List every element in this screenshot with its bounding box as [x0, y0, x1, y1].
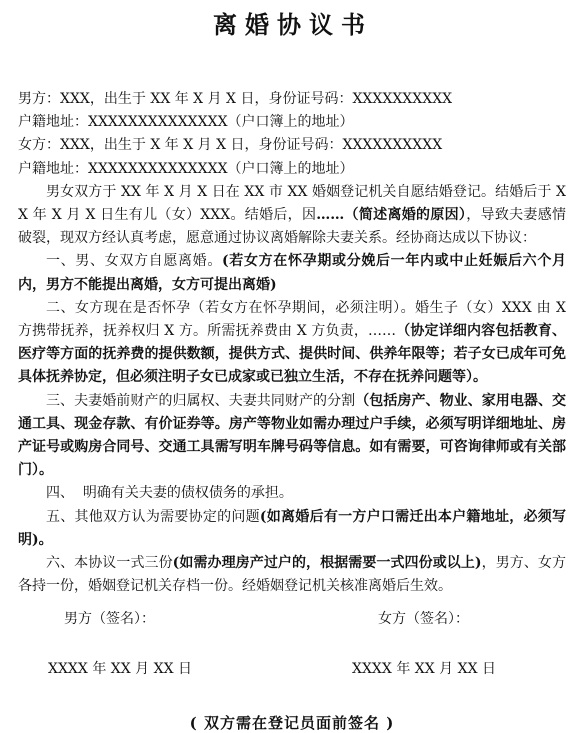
clause-3-text: 三、夫妻婚前财产的归属权、夫妻共同财产的分割: [46, 392, 356, 409]
clause-3: [18, 390, 566, 483]
clause-5-note: (如离婚后有一方户口需迁出本户籍地址，必须写明)。: [18, 508, 566, 548]
male-signature-date: XXXX 年 XX 月 XX 日: [48, 661, 192, 678]
intro-divorce-reason: ……（简述离婚的原因）: [316, 207, 467, 224]
clause-3-note: （包括房产、物业、家用电器、交通工具、现金存款、有价证券等。房产等物业如需办理过户手续，必须写明详细地址、房产证号或购房合同号、交通工具需写明车牌号码等信息。如有需要，可咨询律师或有关部门）。: [18, 392, 567, 479]
clause-1: [18, 250, 566, 296]
intro-text-a: 男女双方于 XX 年 X 月 X 日在 XX 市 XX 婚姻登记机关自愿结婚登记。结婚后于 XX 年 X 月 X 日生有儿（女）XXX。结婚后，因: [18, 183, 566, 224]
document-body: [18, 88, 566, 598]
signature-row: [18, 608, 566, 630]
clause-6-text: 六、本协议一式三份: [46, 555, 173, 572]
clause-6-text-after: ，男方、女方各持一份，婚姻登记机关存档一份。经婚姻登记机关核准离婚后生效。: [18, 555, 567, 595]
clause-6-note: (如需办理房产过户的，根据需要一式四份或以上): [172, 555, 482, 572]
male-signature-label: 男方（签名）：: [64, 611, 155, 628]
female-hukou-line: 户籍地址：XXXXXXXXXXXXXX（户口簿上的地址）: [18, 160, 354, 177]
document-title: 离婚协议书: [213, 10, 373, 39]
clause-2: [18, 297, 566, 390]
clause-2-note: （协定详细内容包括教育、医疗等方面的抚养费的提供数额，提供方式、提供时间、供养年限等；若子女已成年可免具体抚养协定，但必须注明子女已成家或已独立生活，不存在抚养问题等）。: [18, 323, 567, 386]
intro-text-b: ，导致夫妻感情破裂，现双方经认真考虑，愿意通过协议离婚解除夫妻关系。经协商达成以下协议：: [18, 207, 567, 247]
clause-6: [18, 552, 566, 598]
female-info-line: 女方：XXX，出生于 X 年 X 月 X 日，身份证号码：XXXXXXXXXX: [18, 137, 443, 154]
clause-5-text: 五、其他双方认为需要协定的问题: [46, 508, 260, 525]
female-signature-label: 女方（签名）：: [378, 611, 469, 628]
clause-1-note: (若女方在怀孕期或分娩后一年内或中止妊娠后六个月内，男方不能提出离婚，女方可提出离婚): [18, 253, 566, 293]
female-signature-date: XXXX 年 XX 月 XX 日: [352, 661, 496, 678]
signature-date-row: [18, 658, 566, 680]
intro-paragraph: [18, 181, 566, 251]
male-hukou-line: 户籍地址：XXXXXXXXXXXXXX（户口簿上的地址）: [18, 114, 354, 131]
clause-4: [18, 482, 566, 505]
clause-5: [18, 506, 566, 552]
clause-2-text: 二、女方现在是否怀孕（若女方在怀孕期间，必须注明）。婚生子（女）XXX 由 X 方携带抚养，抚养权归 X 方。所需抚养费由 X 方负责，……: [18, 299, 566, 340]
clause-1-text: 一、男、女双方自愿离婚。: [46, 253, 223, 270]
clause-4-text: 四、 明确有关夫妻的债权债务的承担。: [46, 485, 293, 502]
male-info-line: 男方：XXX，出生于 XX 年 X 月 X 日，身份证号码：XXXXXXXXXX: [18, 91, 453, 107]
footer-note: ( 双方需在登记员面前签名 ): [189, 714, 395, 733]
